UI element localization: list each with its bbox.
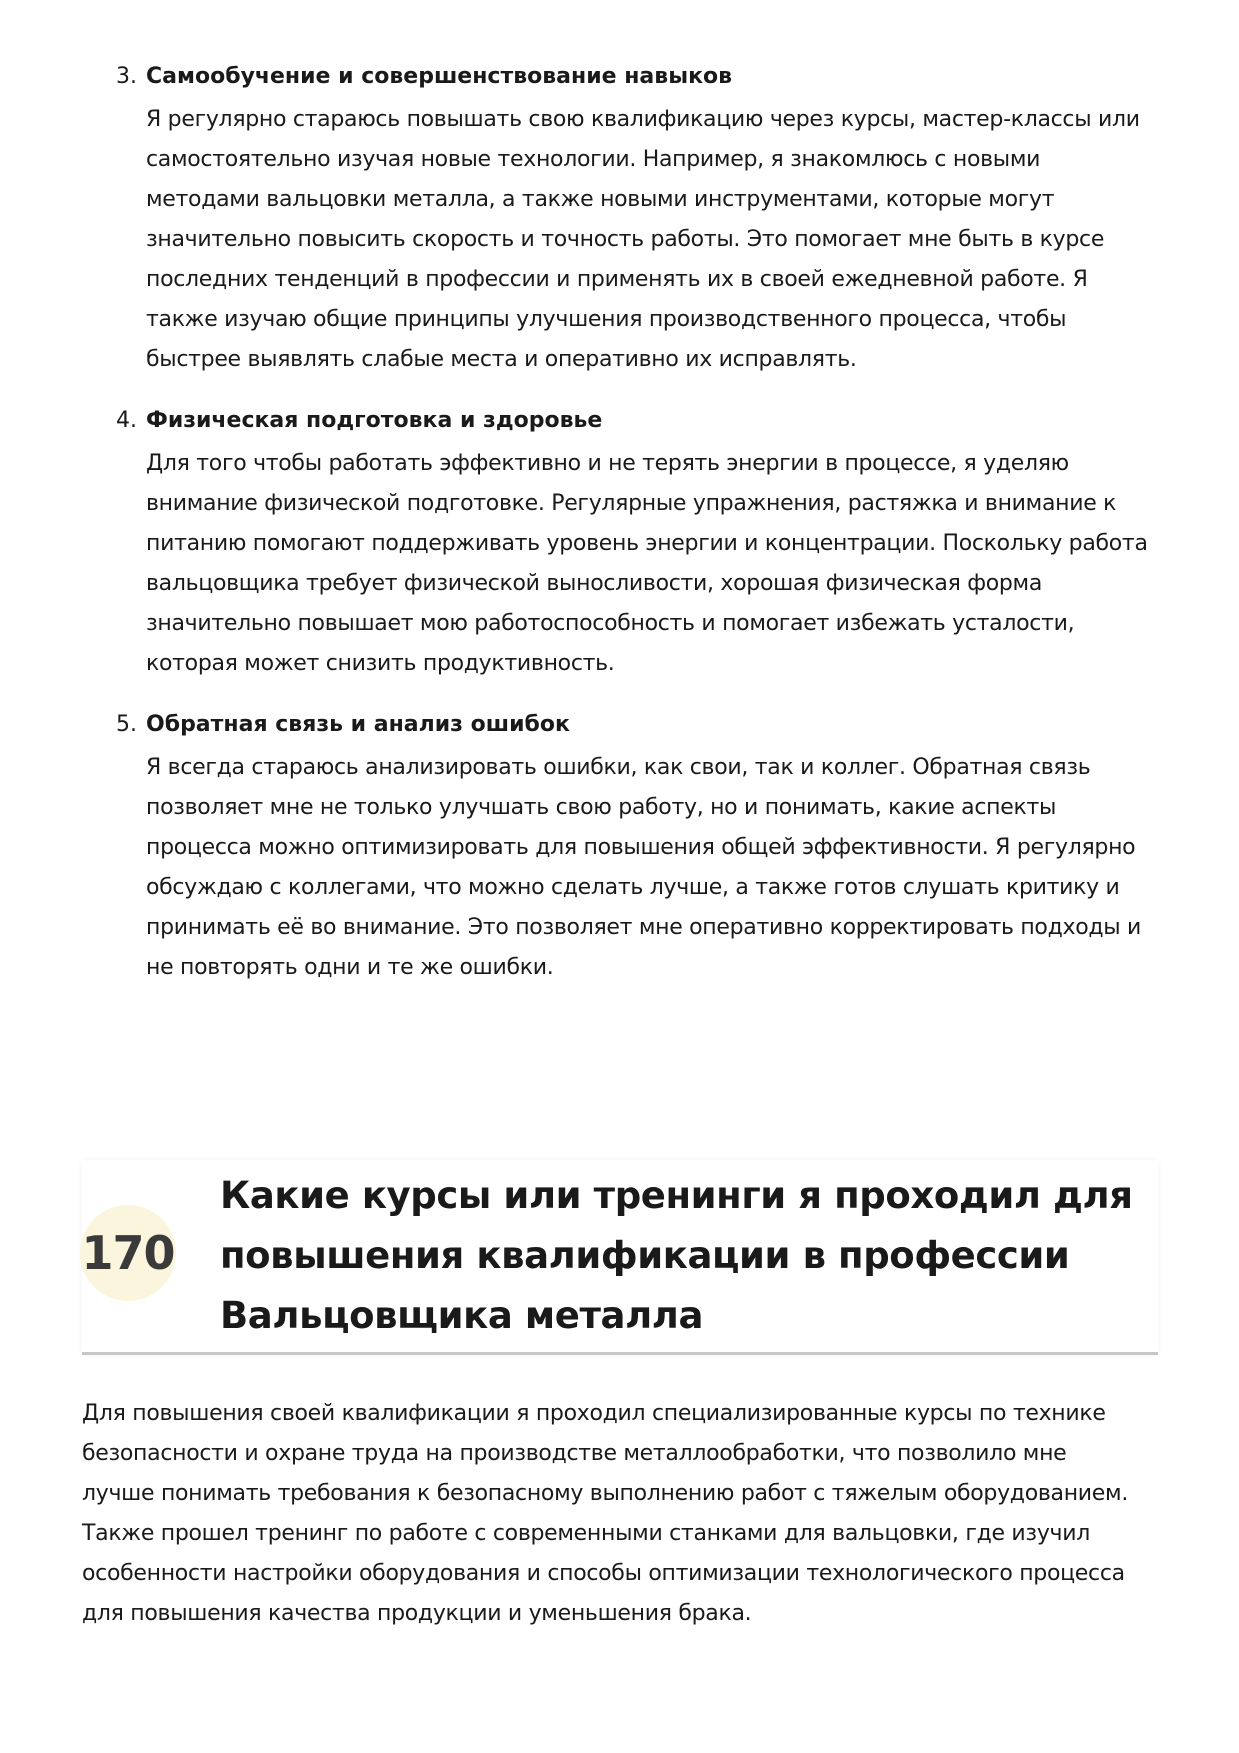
text-line: внимание физической подготовке. Регулярные упражнения, растяжка и внимание к: [146, 491, 1117, 516]
text-line: последних тенденций в профессии и применять их в своей ежедневной работе. Я: [146, 267, 1088, 292]
section-number-badge: 170: [80, 1205, 176, 1301]
text-line: Для того чтобы работать эффективно и не терять энергии в процессе, я уделяю: [146, 451, 1069, 476]
list-item-5: [116, 711, 1166, 988]
text-line: которая может снизить продуктивность.: [146, 651, 615, 676]
list-item-title: Обратная связь и анализ ошибок: [146, 712, 570, 737]
text-line: методами вальцовки металла, а также новыми инструментами, которые могут: [146, 187, 1055, 212]
text-line: не повторять одни и те же ошибки.: [146, 955, 554, 980]
text-line: лучше понимать требования к безопасному выполнению работ с тяжелым оборудованием.: [82, 1481, 1129, 1506]
section-title-line: Вальцовщика металла: [220, 1294, 704, 1337]
text-line: позволяет мне не только улучшать свою работу, но и понимать, какие аспекты: [146, 795, 1057, 820]
list-item-number: 3.: [116, 64, 137, 89]
list-item-title: Физическая подготовка и здоровье: [146, 408, 603, 433]
text-line: значительно повышает мою работоспособность и помогает избежать усталости,: [146, 611, 1075, 636]
list-item-4: [116, 407, 1166, 684]
text-line: Я всегда стараюсь анализировать ошибки, как свои, так и коллег. Обратная связь: [146, 755, 1091, 780]
list-item-title: Самообучение и совершенствование навыков: [146, 64, 733, 89]
list-item-3: [116, 63, 1166, 380]
text-line: для повышения качества продукции и уменьшения брака.: [82, 1601, 752, 1626]
text-line: питанию помогают поддерживать уровень энергии и концентрации. Поскольку работа: [146, 531, 1148, 556]
text-line: особенности настройки оборудования и способы оптимизации технологического процесса: [82, 1561, 1125, 1586]
text-line: Для повышения своей квалификации я проходил специализированные курсы по технике: [82, 1401, 1106, 1426]
list-item-body: [146, 100, 1171, 380]
text-line: процесса можно оптимизировать для повышения общей эффективности. Я регулярно: [146, 835, 1136, 860]
text-line: значительно повысить скорость и точность работы. Это помогает мне быть в курсе: [146, 227, 1105, 252]
list-item-body: [146, 444, 1171, 684]
text-line: Я регулярно стараюсь повышать свою квалификацию через курсы, мастер-классы или: [146, 107, 1140, 132]
section-title-line: повышения квалификации в профессии: [220, 1234, 1070, 1277]
list-item-number: 5.: [116, 712, 137, 737]
section-title: [220, 1166, 1140, 1346]
text-line: безопасности и охране труда на производстве металлообработки, что позволило мне: [82, 1441, 1067, 1466]
text-line: самостоятельно изучая новые технологии. Например, я знакомлюсь с новыми: [146, 147, 1041, 172]
section-paragraph: [82, 1394, 1172, 1634]
section-title-line: Какие курсы или тренинги я проходил для: [220, 1174, 1133, 1217]
text-line: обсуждаю с коллегами, что можно сделать лучше, а также готов слушать критику и: [146, 875, 1120, 900]
text-line: быстрее выявлять слабые места и оперативно их исправлять.: [146, 347, 857, 372]
section-divider: [82, 1352, 1158, 1355]
text-line: вальцовщика требует физической выносливости, хорошая физическая форма: [146, 571, 1043, 596]
list-item-number: 4.: [116, 408, 137, 433]
list-item-body: [146, 748, 1171, 988]
text-line: принимать её во внимание. Это позволяет мне оперативно корректировать подходы и: [146, 915, 1142, 940]
text-line: также изучаю общие принципы улучшения производственного процесса, чтобы: [146, 307, 1067, 332]
text-line: Также прошел тренинг по работе с современными станками для вальцовки, где изучил: [82, 1521, 1090, 1546]
